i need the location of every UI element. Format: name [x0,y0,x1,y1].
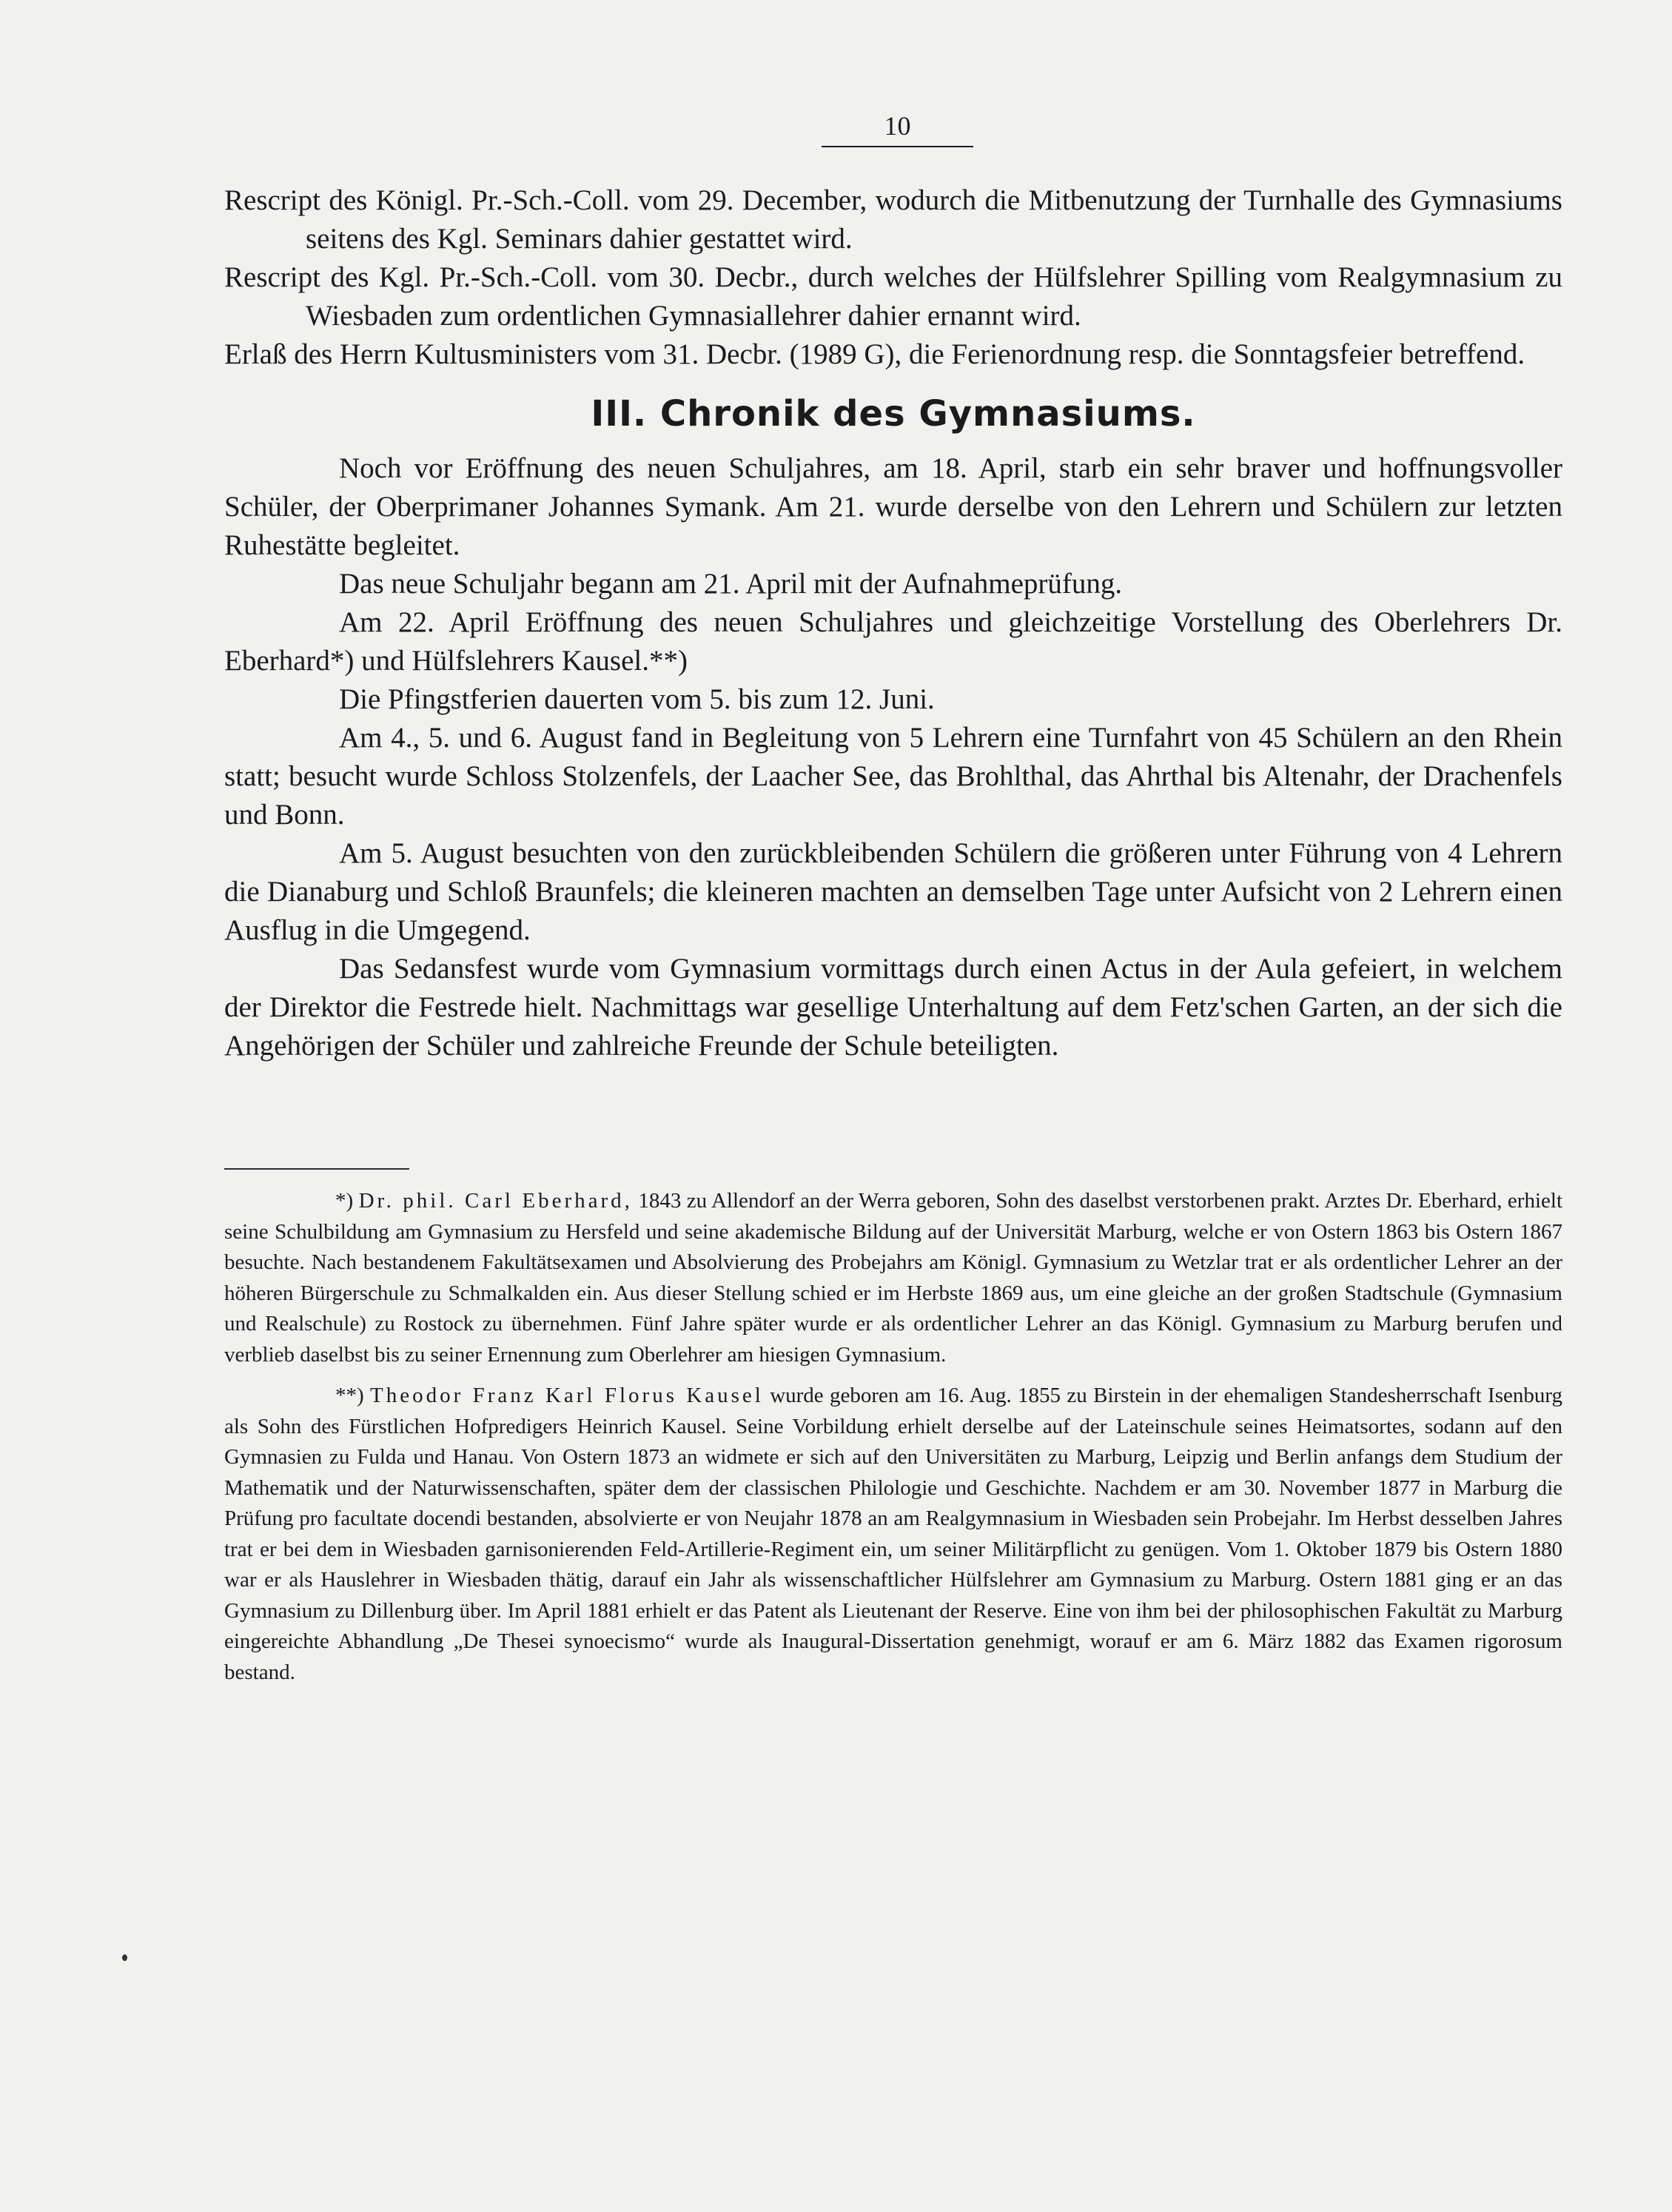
section-heading: III. Chronik des Gymnasiums. [591,393,1196,435]
footnote-text: 1843 zu Allendorf an der Werra geboren, Sohn des daselbst verstorbenen prakt. Arztes Dr. Eberhard, erhielt seine Schulbildung am Gymnasium zu Hersfeld und seine akademische Bildung auf der Universität Marburg, welche er von Ostern 1863 bis Ostern 1867 besuchte. Nach bestandenem Fakultätsexamen und Absolvierung des Probejahrs am Königl. Gymnasium zu Wetzlar trat er als ordentlicher Lehrer an der höheren Bürgerschule zu Schmalkalden ein. Aus dieser Stellung schied er im Herbste 1869 aus, um eine gleiche an der großen Stadtschule (Gymnasium und Realschule) zu Rostock zu übernehmen. Fünf Jahre später wurde er als ordentlicher Lehrer an das Königl. Gymnasium zu Marburg berufen und verblieb daselbst bis zu seiner Ernennung zum Oberlehrer am hiesigen Gymnasium. [224,1189,1562,1367]
chronicle-paragraph-7: Das Sedansfest wurde vom Gymnasium vormittags durch einen Actus in der Aula gefeiert, in welchem der Direktor die Festrede hielt. Nachmittags war gesellige Unterhaltung auf dem Fetz'schen Garten, an der sich die Angehörigen der Schüler und zahlreiche Freunde der Schule beteiligten. [224,953,1562,1062]
footnote-person-name: Dr. phil. Carl Eberhard, [358,1189,633,1213]
page-number: 10 [884,111,911,141]
chronicle-paragraph-4: Die Pfingstferien dauerten vom 5. bis zum 12. Juni. [339,683,935,715]
rescript-entry-1: Rescript des Königl. Pr.-Sch.-Coll. vom 29. December, wodurch die Mitbenutzung der Turnhalle des Gymnasiums seitens des Kgl. Seminars dahier gestattet wird. [224,184,1562,255]
chronicle-paragraph-2: Das neue Schuljahr begann am 21. April mit der Aufnahmeprüfung. [339,568,1123,600]
footnote-eberhard [224,1186,1562,1370]
scan-speck [122,1954,127,1961]
footnote-kausel [224,1381,1562,1688]
chronicle-paragraph-3: Am 22. April Eröffnung des neuen Schuljahres und gleichzeitige Vorstellung des Oberlehrers Dr. Eberhard*) und Hülfslehrers Kausel.**) [224,606,1562,677]
main-text [224,181,1562,1065]
chronicle-paragraph-5: Am 4., 5. und 6. August fand in Begleitung von 5 Lehrern eine Turnfahrt von 45 Schülern an den Rhein statt; besucht wurde Schloss Stolzenfels, der Laacher See, das Brohlthal, das Ahrthal bis Altenahr, der Drachenfels und Bonn. [224,722,1562,831]
page-number-rule [822,146,973,147]
chronicle-paragraph-1: Noch vor Eröffnung des neuen Schuljahres, am 18. April, starb ein sehr braver und hoffnungsvoller Schüler, der Oberprimaner Johannes Symank. Am 21. wurde derselbe von den Lehrern und Schülern zur letzten Ruhestätte begleitet. [224,452,1562,561]
footnote-divider [224,1168,409,1170]
chronicle-paragraph-6: Am 5. August besuchten von den zurückbleibenden Schülern die größeren unter Führung von 4 Lehrern die Dianaburg und Schloß Braunfels; die kleineren machten an demselben Tage unter Aufsicht von 2 Lehrern einen Ausflug in die Umgegend. [224,837,1562,946]
footnotes [224,1186,1562,1698]
decree-entry: Erlaß des Herrn Kultusministers vom 31. Decbr. (1989 G), die Ferienordnung resp. die Sonntagsfeier betreffend. [224,338,1525,370]
footnote-text: wurde geboren am 16. Aug. 1855 zu Birstein in der ehemaligen Standesherrschaft Isenburg als Sohn des Fürstlichen Hofpredigers Heinrich Kausel. Seine Vorbildung erhielt derselbe auf der Lateinschule seines Heimatsortes, sodann auf den Gymnasien zu Fulda und Hanau. Von Ostern 1873 an widmete er sich auf den Universitäten zu Marburg, Leipzig und Berlin anfangs dem Studium der Mathematik und der Naturwissenschaften, später dem der classischen Philologie und Geschichte. Nachdem er am 30. November 1877 in Marburg die Prüfung pro facultate docendi bestanden, absolvierte er von Neujahr 1878 an am Realgymnasium in Wiesbaden sein Probejahr. Im Herbst desselben Jahres trat er bei dem in Wiesbaden garnisonierenden Feld-Artillerie-Regiment ein, um seiner Militärpflicht zu genügen. Vom 1. Oktober 1879 bis Ostern 1880 war er als Hauslehrer in Wiesbaden thätig, darauf ein Jahr als wissenschaftlicher Hülfslehrer am Gymnasium zu Marburg. Ostern 1881 ging er an das Gymnasium zu Dillenburg über. Im April 1881 erhielt er das Patent als Lieutenant der Reserve. Eine von ihm bei der philosophischen Fakultät zu Marburg eingereichte Abhandlung „De Thesei synoecismo“ wurde als Inaugural-Dissertation genehmigt, worauf er am 6. März 1882 das Examen rigorosum bestand. [224,1384,1562,1684]
footnote-marker: *) [335,1189,354,1213]
footnote-person-name: Theodor Franz Karl Florus Kausel [370,1384,764,1407]
footnote-marker: **) [335,1384,364,1407]
rescript-entry-2: Rescript des Kgl. Pr.-Sch.-Coll. vom 30. Decbr., durch welches der Hülfslehrer Spilling vom Realgymnasium zu Wiesbaden zum ordentlichen Gymnasiallehrer dahier ernannt wird. [224,261,1562,332]
